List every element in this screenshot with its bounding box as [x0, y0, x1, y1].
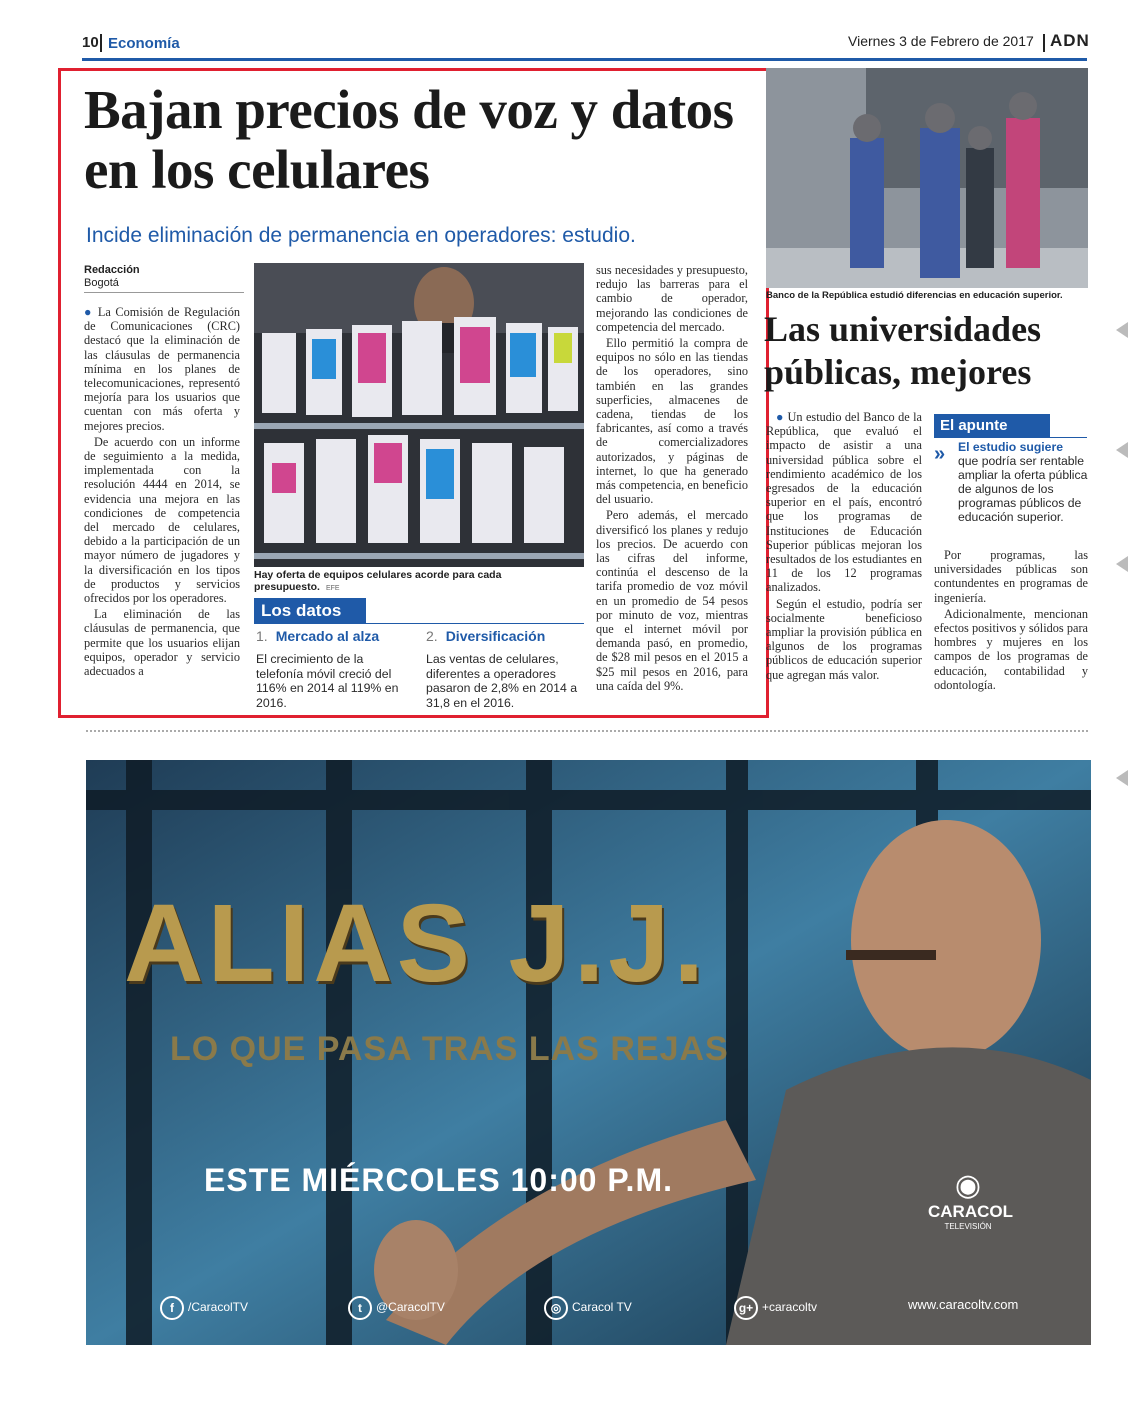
article-headline: Bajan precios de voz y datos en los celulares	[84, 79, 734, 200]
ad-website: www.caracoltv.com	[908, 1297, 1019, 1312]
scan-edge-mark	[1116, 770, 1128, 786]
datos-item-number: 2.	[426, 628, 438, 644]
section-label: Economía	[108, 35, 180, 52]
brand-logo: ADN	[1050, 31, 1090, 50]
twitter-icon: t	[348, 1296, 372, 1320]
photo-caption: Hay oferta de equipos celulares acorde para cada presupuesto. EFE	[254, 569, 502, 593]
header-separator	[100, 34, 102, 52]
apunte-text: El estudio sugiere que podría ser rentable ampliar la oferta pública de algunos de los programas públicos de educación superior.	[958, 440, 1088, 524]
scan-edge-mark	[1116, 556, 1128, 572]
dateline-city: Bogotá	[84, 277, 119, 289]
twitter-handle: t @CaracolTV	[348, 1296, 445, 1320]
article-paragraph: Adicionalmente, mencionan efectos positivos y sólidos para hombres y mujeres en los campos de los programas de educación, contabilidad y odontología.	[934, 606, 1088, 692]
datos-item-text: El crecimiento de la telefonía móvil creció del 116% en 2014 al 119% en 2016.	[256, 652, 399, 710]
photo-credit: EFE	[325, 585, 340, 592]
datos-item-title: Mercado al alza	[275, 628, 380, 644]
facebook-icon: f	[160, 1296, 184, 1320]
chevron-right-icon: »	[934, 443, 946, 465]
datos-item	[256, 628, 411, 710]
article-subhead: Incide eliminación de permanencia en operadores: estudio.	[86, 224, 636, 247]
ad-tagline: LO QUE PASA TRAS LAS REJAS	[170, 1030, 729, 1068]
article-column-3	[596, 263, 748, 695]
caracol-logo-name: CARACOL	[928, 1202, 1013, 1221]
phone-store-photo	[254, 263, 584, 567]
facebook-handle: f /CaracolTV	[160, 1296, 248, 1320]
article-paragraph: ● Un estudio del Banco de la República, que evaluó el impacto de asistir a una universidad pública sobre el rendimiento académico de los egresados de la educación superior en el país, encontró que los programas de Instituciones de Educación Superior públicas mejoran los resultados de los estudiantes en 11 de los 12 programas analizados.	[766, 410, 922, 595]
article-column-1	[84, 305, 240, 680]
caracol-logo-sub: TELEVISIÓN	[944, 1222, 992, 1231]
dotted-divider	[86, 730, 1088, 732]
apunte-box-title: El apunte	[934, 414, 1050, 437]
datos-item-title: Diversificación	[445, 628, 546, 644]
side-article-column-2	[934, 548, 1088, 694]
caracol-logo	[928, 1169, 1013, 1231]
article-paragraph: sus necesidades y presupuesto, redujo las barreras para el cambio de operador, mejorando las condiciones de competencia del mercado.	[596, 263, 748, 334]
byline-rule	[84, 292, 244, 293]
side-photo-caption: Banco de la República estudió diferencias en educación superior.	[766, 290, 1063, 301]
article-paragraph: Ello permitió la compra de equipos no sólo en las tiendas de los operadores, sino también en las grandes superficies, almacenes de cadena, tiendas de los fabricantes, así como a través de comercializadores autorizados, y páginas de internet, lo que ha generado más competencia, en beneficio del usuario.	[596, 336, 748, 507]
datos-item-number: 1.	[256, 628, 268, 644]
article-paragraph: Pero además, el mercado diversificó los planes y redujo los precios. De acuerdo con las cifras del informe, continúa el descenso de la tarifa promedio de voz móvil en un promedio de 54 pesos por minuto de voz, mientras que el internet móvil por demanda pasó, en promedio, de $28 mil pesos en el 2015 a $25 mil pesos en 2016, para una caída del 9%.	[596, 508, 748, 693]
article-paragraph: La eliminación de las cláusulas de permanencia, que permite que los usuarios elijan equipos, operador y servicio adecuados a	[84, 607, 240, 679]
datos-rule	[254, 623, 584, 624]
article-paragraph: ● La Comisión de Regulación de Comunicaciones (CRC) destacó que la eliminación de las cláusulas de permanencia mínima en los planes de telecomunicaciones, representó mejoría para los usuarios que cuentan con más oferta y mejores precios.	[84, 305, 240, 433]
article-paragraph: De acuerdo con un informe de seguimiento a la medida, implementada con la resolución 4444 en 2014, se evidencia una mejora en las condiciones de competencia del mercado de celulares, debido a la participación de un mayor número de jugadores y la diversificación en los tipos de productos y servicios ofrecidos por los operadores.	[84, 434, 240, 606]
bullet-icon: ●	[776, 410, 788, 424]
issue-date: Viernes 3 de Febrero de 2017	[848, 33, 1034, 49]
instagram-icon: ◎	[544, 1296, 568, 1320]
datos-box-title: Los datos	[254, 598, 366, 623]
bullet-icon: ●	[84, 305, 98, 319]
header-rule	[82, 58, 1087, 61]
side-article-headline: Las universidades públicas, mejores	[764, 309, 1042, 392]
ad-title: ALIAS J.J.	[124, 882, 709, 1005]
googleplus-icon: g+	[734, 1296, 758, 1320]
page-number: 10	[82, 34, 99, 51]
caracol-eye-icon: ◉	[954, 1169, 982, 1202]
byline: Redacción	[84, 264, 140, 276]
scan-edge-mark	[1116, 322, 1128, 338]
datos-item-text: Las ventas de celulares, diferentes a operadores pasaron de 2,8% en 2014 a 31,8 en el 2016.	[426, 652, 578, 710]
ad-schedule: ESTE MIÉRCOLES 10:00 P.M.	[204, 1162, 673, 1198]
apunte-rule	[934, 437, 1087, 438]
article-paragraph: Según el estudio, podría ser socialmente beneficioso ampliar la provisión pública en algunos de los programas públicos de educación superior que agregan más valor.	[766, 596, 922, 682]
instagram-handle: ◎ Caracol TV	[544, 1296, 632, 1320]
students-photo	[766, 68, 1088, 288]
article-paragraph: Por programas, las universidades públicas son contundentes en programas de ingeniería.	[934, 548, 1088, 605]
datos-item	[426, 628, 581, 710]
header-separator	[1043, 34, 1045, 52]
side-article-column	[766, 410, 922, 684]
apunte-lead: El estudio sugiere	[958, 440, 1063, 454]
scan-edge-mark	[1116, 442, 1128, 458]
googleplus-handle: g+ +caracoltv	[734, 1296, 817, 1320]
